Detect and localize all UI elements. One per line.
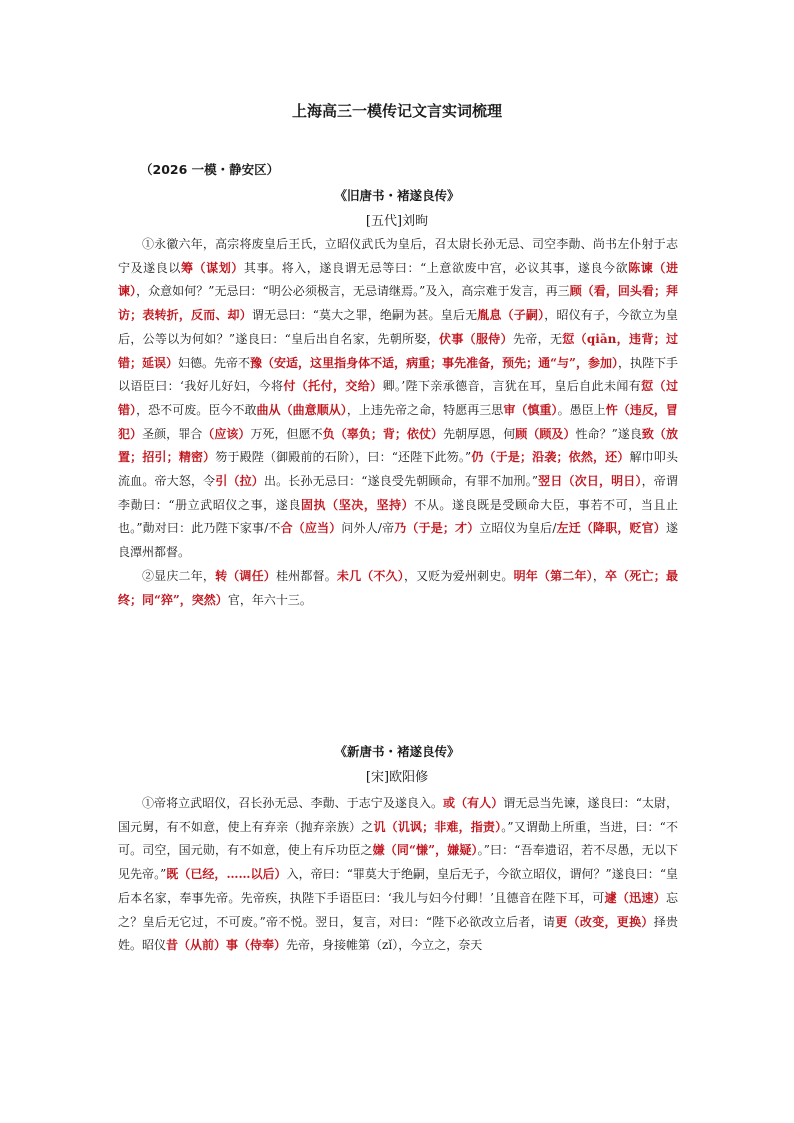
- glossed-term: 陈谏（进谏）: [118, 260, 678, 299]
- text-run: ，: [592, 568, 606, 583]
- glossed-term: 既（已经，……以后）: [166, 867, 287, 882]
- glossed-term: 胤息（子嗣）: [477, 308, 545, 323]
- glossed-term: 昔（从前）: [166, 938, 227, 953]
- text-run: 笏于殿陛（御殿前的石阶），曰：“还陛下此笏。”: [215, 450, 472, 465]
- text-run: 解巾叩头流血。帝大怒，令: [118, 450, 678, 489]
- glossed-term: 事（侍奉）: [226, 938, 287, 953]
- glossed-term: 顾（顾及）: [515, 426, 576, 441]
- glossed-term: 忤（违反，冒犯）: [118, 402, 678, 441]
- glossed-term: 引（拉）: [215, 474, 264, 489]
- text-run: 先朝厚恩，何: [443, 426, 516, 441]
- glossed-term: 筹（谋划）: [180, 260, 244, 275]
- page-title: 上海高三一模传记文言实词梳理: [291, 102, 502, 120]
- glossed-term: 或（有人）: [443, 796, 504, 810]
- text-run: 出。长孙无忌曰：“遂良受先朝顾命，有罪不加刑。”: [263, 474, 538, 489]
- text-run: 不从。遂良既是受顾命大臣，事若不可，当且止也。”勣对曰：此乃陛下家事/不: [118, 497, 678, 536]
- text-run: 其事。将入，遂良谓无忌等曰：“上意欲废中宫，必议其事，遂良今欲: [243, 260, 629, 275]
- text-run: 妇德。先帝不: [178, 355, 251, 370]
- text-run: 卿。’陛下亲承德音，言犹在耳，皇后自此未闻有: [382, 379, 642, 394]
- glossed-term: 乃（于是；才）: [394, 521, 480, 536]
- glossed-term: 遽（迅速）: [604, 890, 666, 905]
- text-run: 立昭仪为皇后/: [479, 521, 557, 536]
- section-2-book-title: 《新唐书・褚遂良传》: [334, 744, 460, 759]
- text-run: 先帝，无: [512, 331, 563, 346]
- text-run: 。愚臣上: [557, 402, 606, 417]
- glossed-term: 负（辜负；背；依仗）: [322, 426, 444, 441]
- glossed-term: 曲从（曲意顺从）: [256, 402, 347, 417]
- text-run: 谓无忌当先谏，遂良曰：“太尉，国元舅，有不如意，使上有弃亲（抛弃亲族）之: [118, 796, 678, 834]
- glossed-term: 伏事（服侍）: [439, 331, 513, 346]
- glossed-term: （应该）: [202, 426, 251, 441]
- glossed-term: 卒（死亡；最终；同“猝”，突然）: [118, 568, 678, 607]
- section-1-paragraph-1: [118, 233, 678, 565]
- section-1-paragraph-2: [118, 565, 678, 612]
- text-run: 谓无忌曰：“莫大之罪，绝嗣为甚。皇后无: [251, 308, 478, 323]
- text-run: 入，帝曰：“罪莫大于绝嗣，皇后无子，今欲立昭仪，谓何？”遂良曰：“皇后本名家，奉事先帝。先帝疾，执陛下手语臣曰：‘我儿与妇今付卿！’且德音在陛下耳，可: [118, 867, 678, 905]
- section-1-body: [118, 233, 678, 612]
- text-run: 忘之？皇后无它过，不可废。”帝不悦。翌日，复言，对曰：“陛下必欲改立后者，请: [118, 890, 678, 929]
- glossed-term: 未几（不久）: [336, 568, 404, 583]
- text-run: ，众意如何？”无忌曰：“明公必须极言，无忌请继焉。”及入，高宗难于发言，再三: [136, 284, 570, 299]
- glossed-term: 更（改变，更换）: [555, 914, 654, 929]
- text-run: ，又贬为爱州刺史。: [403, 568, 514, 583]
- glossed-term: 明年（第二年）: [513, 568, 593, 583]
- text-run: ，恐不可废。臣今不敢: [136, 402, 257, 417]
- glossed-term: 转（调任）: [215, 568, 276, 583]
- glossed-term: 愆（qiān，违背；过错；延误）: [118, 331, 678, 370]
- text-run: 。”曰：“吾奉遗诏，若不尽愚，无以下见先帝。”: [118, 843, 678, 882]
- section-2-paragraph-1: [118, 792, 678, 958]
- text-run: 问外人/帝: [341, 521, 395, 536]
- section-1-book-title: 《旧唐书・褚遂良传》: [334, 188, 460, 203]
- glossed-term: 左迁（降职，贬官）: [556, 521, 666, 536]
- text-run: 遂良潭州都督。: [118, 521, 678, 560]
- text-run: 性命？”遂良: [575, 426, 642, 441]
- glossed-term: 愆（过错）: [118, 379, 678, 417]
- glossed-term: 合（应当）: [280, 521, 342, 536]
- glossed-term: 嫌（同“慊”，嫌疑）: [372, 843, 478, 858]
- section-2-author: [宋]欧阳修: [365, 770, 429, 785]
- exam-region-label: （2026 一模・静安区）: [140, 162, 280, 177]
- text-run: ①永徽六年，高宗将废皇后王氏，立昭仪武氏为皇后，召太尉长孙无忌、司空李勣、尚书左仆射于志宁及遂良以: [118, 237, 678, 275]
- glossed-term: 固执（坚决，坚持）: [300, 497, 415, 512]
- glossed-term: 顾（看，回头看；拜访；表转折，反而、却）: [118, 284, 678, 323]
- text-run: 官，年六十三。: [227, 592, 312, 607]
- text-run: 。”又谓勣上所重，当进，曰：“不可。司空，国元勋，有不如意，使上有斥功臣之: [118, 819, 678, 858]
- glossed-term: 豫（安适，这里指身体不适，病重；事先准备，预先；通“与”，参加）: [250, 355, 618, 370]
- glossed-term: 审（慎重）: [503, 402, 558, 417]
- glossed-term: 致（放置；招引；精密）: [118, 426, 678, 465]
- text-run: 择贵姓。昭仪: [118, 914, 678, 953]
- text-run: ，帝谓李勣曰：“册立武昭仪之事，遂良: [118, 474, 678, 512]
- section-2-body: [118, 792, 678, 958]
- text-run: ①帝将立武昭仪，召长孙无忌、李勣、于志宁及遂良入。: [142, 796, 444, 810]
- text-run: ，上违先帝之命，特愿再三思: [346, 402, 504, 417]
- text-run: ②显庆二年，: [142, 568, 216, 583]
- glossed-term: 仍（于是；沿袭；依然，还）: [471, 450, 630, 465]
- text-run: ，昭仪有子，今欲立为皇后，公等以为何如？”遂良曰：“皇后出自名家，先朝所娶，: [118, 308, 678, 346]
- text-run: 桂州都督。: [275, 568, 337, 583]
- glossed-term: 讥（讥讽；非难，指责）: [373, 819, 502, 834]
- text-run: 万死，但愿不: [250, 426, 323, 441]
- section-1-author: [五代]刘昫: [365, 214, 429, 229]
- glossed-term: 付（托付，交给）: [283, 379, 383, 394]
- text-run: ，执陛下手以语臣曰：‘我好儿好妇，今将: [118, 355, 678, 394]
- text-run: 先帝，身接帷第（zǐ），今立之，奈天: [286, 938, 483, 953]
- glossed-term: 翌日（次日，明日）: [538, 474, 642, 489]
- text-run: 圣颜，罪合: [142, 426, 203, 441]
